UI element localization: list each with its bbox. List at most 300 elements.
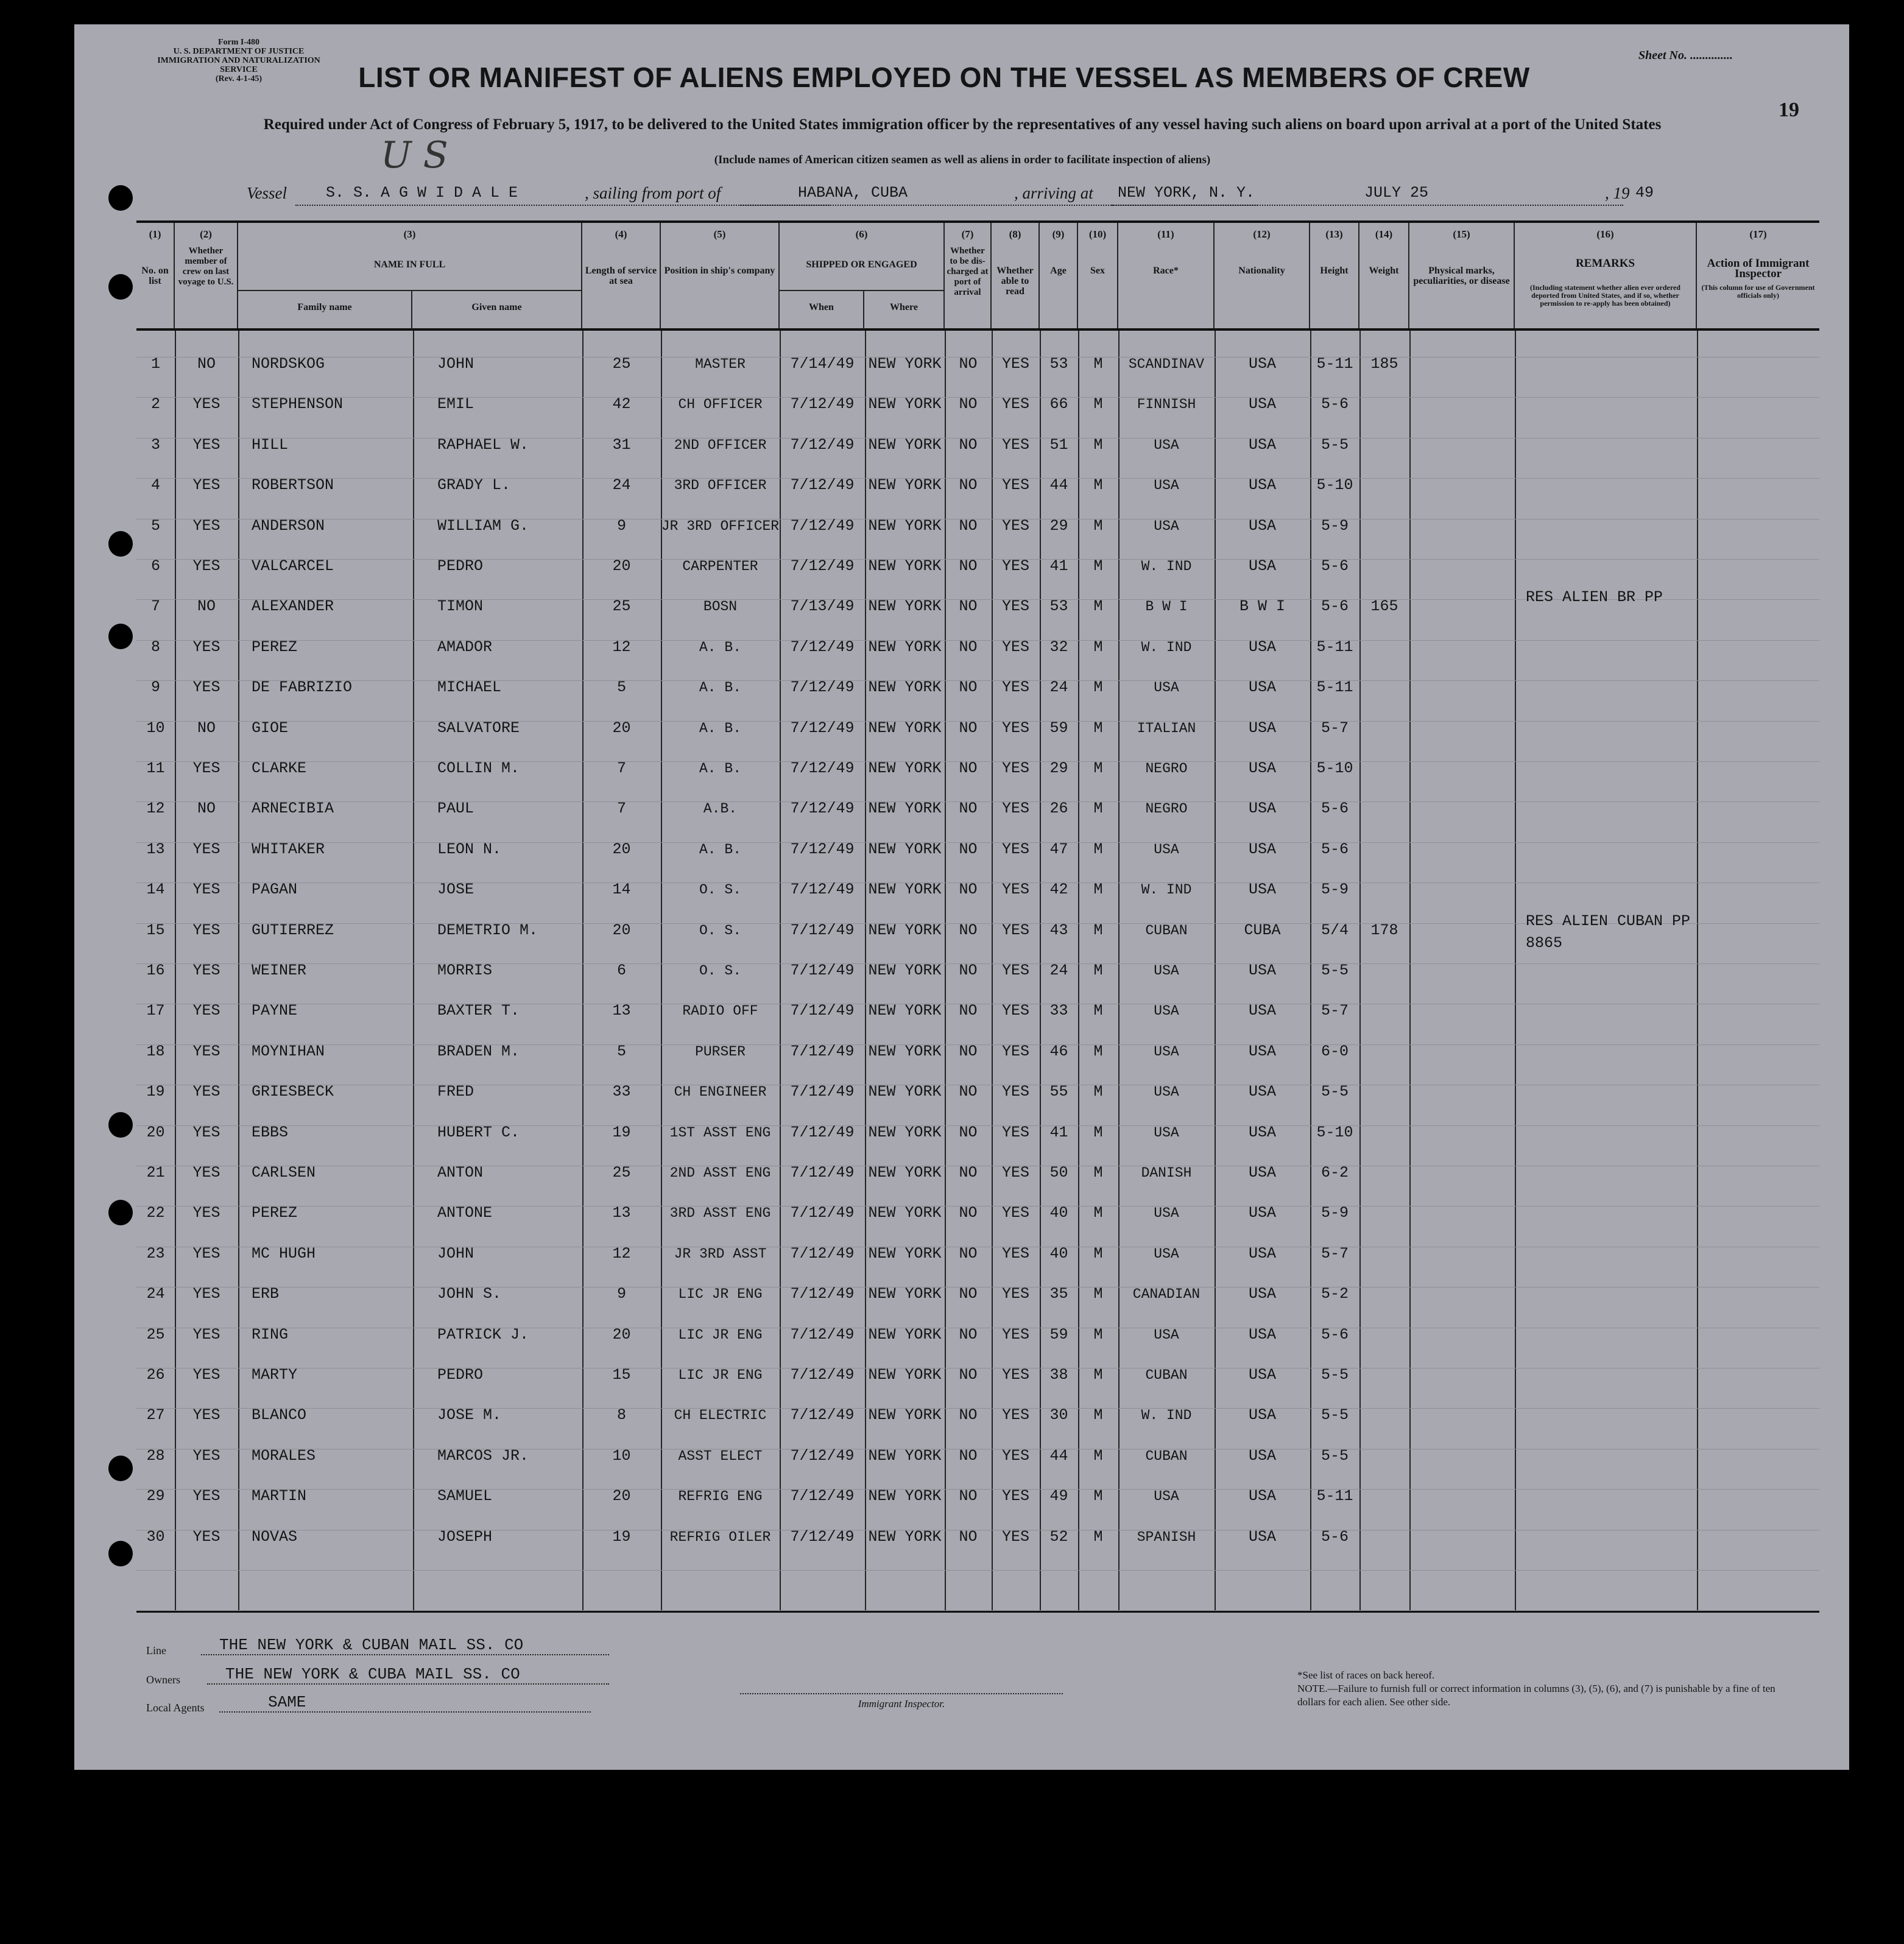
row-number: 30	[146, 1527, 165, 1546]
physical-marks	[1409, 344, 1515, 384]
shipped-where: NEW YORK	[868, 881, 942, 899]
agents-label: Local Agents	[146, 1702, 205, 1714]
form-revision: (Rev. 4-1-45)	[215, 74, 263, 83]
race: USA	[1154, 1003, 1179, 1020]
family-name: CARLSEN	[252, 1164, 316, 1182]
nationality: USA	[1248, 1285, 1276, 1303]
height: 5-6	[1320, 840, 1349, 858]
height: 5-6	[1320, 597, 1349, 616]
race: USA	[1154, 1084, 1179, 1101]
shipped-where: NEW YORK	[868, 1042, 942, 1060]
height: 5-5	[1320, 1446, 1349, 1465]
column-header-5	[661, 223, 780, 328]
nationality: USA	[1248, 435, 1276, 454]
service-length: 24	[612, 476, 631, 495]
race: FINNISH	[1137, 396, 1196, 413]
last-voyage: YES	[192, 638, 220, 656]
position: A. B.	[699, 841, 741, 858]
physical-marks	[1409, 384, 1515, 424]
family-name: STEPHENSON	[252, 395, 344, 414]
weight	[1359, 708, 1409, 748]
race: USA	[1154, 1488, 1179, 1505]
weight	[1359, 829, 1409, 870]
shipped-where: NEW YORK	[868, 719, 942, 737]
physical-marks	[1409, 789, 1515, 829]
race: W. IND	[1141, 882, 1192, 898]
nationality: USA	[1248, 962, 1276, 979]
punch-hole	[108, 1112, 133, 1138]
age: 53	[1049, 597, 1068, 616]
sex: M	[1093, 921, 1103, 939]
last-voyage: YES	[192, 1123, 220, 1141]
inspector-action	[1697, 586, 1819, 627]
shipped-when: 7/12/49	[790, 1446, 855, 1465]
discharged: NO	[959, 597, 978, 616]
family-name: ROBERTSON	[252, 476, 334, 495]
given-name: COLLIN M.	[437, 759, 520, 777]
service-length: 15	[612, 1366, 631, 1384]
sex: M	[1093, 1204, 1103, 1222]
discharged: NO	[959, 1164, 978, 1182]
column-subheaders	[780, 290, 943, 329]
column-number: (10)	[1088, 228, 1107, 240]
physical-marks	[1409, 1395, 1515, 1435]
shipped-where: NEW YORK	[868, 1285, 942, 1303]
service-length: 9	[616, 516, 626, 535]
remarks	[1515, 870, 1697, 910]
shipped-when: 7/12/49	[790, 395, 855, 414]
remarks	[1515, 546, 1697, 586]
family-name: VALCARCEL	[252, 557, 334, 575]
shipped-when: 7/12/49	[790, 881, 855, 899]
sex: M	[1093, 435, 1103, 454]
able-to-read: YES	[1001, 1487, 1029, 1506]
sex: M	[1093, 1366, 1103, 1384]
table-header	[136, 223, 1819, 331]
sex: M	[1093, 840, 1103, 858]
height: 5-5	[1320, 1366, 1349, 1384]
position: O. S.	[699, 922, 741, 939]
column-number: (5)	[713, 228, 726, 240]
shipped-when: 7/12/49	[790, 435, 855, 454]
footer-notes	[1297, 1669, 1785, 1709]
shipped-when: 7/12/49	[790, 1083, 855, 1101]
sex: M	[1093, 1042, 1103, 1060]
race: USA	[1154, 1245, 1179, 1262]
position: 1ST ASST ENG	[669, 1124, 771, 1141]
column-header-3	[238, 223, 582, 328]
remarks	[1515, 1315, 1697, 1355]
given-name: JOHN S.	[437, 1285, 502, 1303]
physical-marks	[1409, 1032, 1515, 1072]
nationality: USA	[1248, 1366, 1276, 1384]
row-number: 3	[150, 435, 160, 454]
race: USA	[1154, 963, 1179, 979]
table-row	[136, 1355, 1819, 1395]
shipped-when: 7/12/49	[790, 962, 855, 979]
arriving-label: , arriving at	[1014, 184, 1093, 202]
given-name: RAPHAEL W.	[437, 435, 529, 454]
inspector-action	[1697, 870, 1819, 910]
service-length: 7	[616, 800, 626, 818]
shipped-when: 7/12/49	[790, 719, 855, 737]
given-name: JOSEPH	[437, 1527, 493, 1546]
form-department: U. S. DEPARTMENT OF JUSTICE	[173, 47, 305, 56]
height: 5-5	[1320, 435, 1349, 454]
row-number: 12	[146, 800, 165, 818]
page-number: 19	[1779, 99, 1799, 121]
age: 41	[1049, 557, 1068, 575]
last-voyage: YES	[192, 476, 220, 495]
table-row	[136, 384, 1819, 424]
discharged: NO	[959, 435, 978, 454]
physical-marks	[1409, 1193, 1515, 1233]
column-number: (8)	[1009, 228, 1021, 240]
row-number: 24	[146, 1285, 165, 1303]
sex: M	[1093, 1244, 1103, 1263]
age: 30	[1049, 1406, 1068, 1425]
service-length: 20	[612, 1487, 631, 1506]
row-number: 9	[150, 678, 160, 697]
column-label: NAME IN FULL	[373, 259, 446, 270]
column-label: REMARKS	[1575, 257, 1635, 270]
service-length: 20	[612, 921, 631, 939]
race: ITALIAN	[1137, 720, 1196, 736]
column-subheader: Where	[890, 302, 918, 312]
table-row	[136, 1153, 1819, 1193]
age: 29	[1049, 759, 1068, 777]
inspector-action	[1697, 384, 1819, 424]
inspector-action	[1697, 1274, 1819, 1314]
vessel-line	[247, 184, 1678, 208]
given-name: MICHAEL	[437, 678, 502, 697]
last-voyage: YES	[192, 1002, 220, 1020]
race: USA	[1154, 477, 1179, 494]
inspector-action	[1697, 748, 1819, 789]
last-voyage: YES	[192, 1244, 220, 1263]
age: 47	[1049, 840, 1068, 858]
inspector-action	[1697, 1315, 1819, 1355]
able-to-read: YES	[1001, 1285, 1029, 1303]
able-to-read: YES	[1001, 1083, 1029, 1101]
position: LIC JR ENG	[678, 1367, 763, 1383]
physical-marks	[1409, 708, 1515, 748]
physical-marks	[1409, 951, 1515, 991]
row-number: 20	[146, 1123, 165, 1141]
row-number: 10	[146, 719, 165, 737]
table-row	[136, 870, 1819, 910]
row-number: 25	[146, 1325, 165, 1344]
column-label: Action of Immigrant Inspector	[1707, 257, 1810, 280]
remarks	[1515, 1032, 1697, 1072]
physical-marks	[1409, 667, 1515, 708]
inspector-action	[1697, 667, 1819, 708]
able-to-read: YES	[1001, 1244, 1029, 1263]
last-voyage: YES	[192, 759, 220, 777]
inspector-action	[1697, 1193, 1819, 1233]
column-number: (11)	[1157, 228, 1174, 240]
punch-hole	[108, 624, 133, 649]
table-row	[136, 1072, 1819, 1112]
position: CH OFFICER	[678, 396, 763, 413]
position: A. B.	[699, 761, 741, 777]
given-name: LEON N.	[437, 840, 502, 858]
family-name: PAGAN	[252, 881, 298, 899]
able-to-read: YES	[1001, 1123, 1029, 1141]
agents-field	[146, 1693, 306, 1714]
able-to-read: YES	[1001, 1002, 1029, 1020]
vessel-name: S. S. A G W I D A L E	[326, 184, 518, 202]
family-name: NOVAS	[252, 1527, 298, 1546]
column-label: Length of service at sea	[585, 266, 657, 286]
last-voyage: NO	[197, 597, 216, 616]
shipped-when: 7/12/49	[790, 1244, 855, 1263]
shipped-where: NEW YORK	[868, 678, 942, 697]
sex: M	[1093, 355, 1103, 373]
column-header-12	[1215, 223, 1310, 328]
shipped-where: NEW YORK	[868, 435, 942, 454]
owners-value: THE NEW YORK & CUBA MAIL SS. CO	[207, 1665, 609, 1685]
position: REFRIG OILER	[669, 1529, 771, 1545]
remarks	[1515, 829, 1697, 870]
service-length: 7	[616, 759, 626, 777]
table-row	[136, 789, 1819, 829]
weight	[1359, 1153, 1409, 1193]
race: NEGRO	[1145, 801, 1188, 817]
last-voyage: YES	[192, 1083, 220, 1101]
able-to-read: YES	[1001, 435, 1029, 454]
service-length: 33	[612, 1083, 631, 1101]
column-number: (7)	[961, 228, 974, 240]
remarks	[1515, 1517, 1697, 1557]
column-subheaders	[238, 290, 581, 329]
family-name: ALEXANDER	[252, 597, 334, 616]
shipped-where: NEW YORK	[868, 1487, 942, 1506]
family-name: RING	[252, 1325, 289, 1344]
column-header-8	[992, 223, 1040, 328]
physical-marks	[1409, 506, 1515, 546]
remarks	[1515, 1234, 1697, 1274]
column-label: Position in ship's company	[664, 266, 775, 276]
column-number: (13)	[1325, 228, 1343, 240]
crew-table	[136, 220, 1819, 1613]
line-field	[146, 1636, 524, 1657]
remarks	[1515, 425, 1697, 465]
column-header-6	[780, 223, 945, 328]
shipped-when: 7/12/49	[790, 759, 855, 777]
column-header-4	[582, 223, 661, 328]
weight	[1359, 1395, 1409, 1435]
nationality: USA	[1248, 678, 1276, 697]
race: W. IND	[1141, 1407, 1192, 1424]
nationality: USA	[1248, 1164, 1276, 1182]
shipped-where: NEW YORK	[868, 1002, 942, 1020]
position: A. B.	[699, 720, 741, 736]
sex: M	[1093, 1487, 1103, 1506]
remarks	[1515, 951, 1697, 991]
family-name: ANDERSON	[252, 516, 325, 535]
race: USA	[1154, 1205, 1179, 1222]
weight	[1359, 1476, 1409, 1516]
column-header-11	[1118, 223, 1215, 328]
nationality: USA	[1248, 800, 1276, 818]
physical-marks	[1409, 1234, 1515, 1274]
nationality: USA	[1248, 516, 1276, 535]
service-length: 20	[612, 1325, 631, 1344]
position: MASTER	[695, 356, 746, 372]
table-row	[136, 708, 1819, 748]
inspector-action	[1697, 1436, 1819, 1476]
family-name: ERB	[252, 1285, 280, 1303]
remarks	[1515, 465, 1697, 505]
given-name: JOSE	[437, 881, 474, 899]
shipped-where: NEW YORK	[868, 1406, 942, 1425]
race: B W I	[1145, 599, 1188, 615]
family-name: GRIESBECK	[252, 1083, 334, 1101]
able-to-read: YES	[1001, 1406, 1029, 1425]
physical-marks	[1409, 1113, 1515, 1153]
position: A. B.	[699, 680, 741, 696]
inspector-action	[1697, 789, 1819, 829]
able-to-read: YES	[1001, 638, 1029, 656]
year: 49	[1635, 184, 1654, 202]
discharged: NO	[959, 476, 978, 495]
punch-hole	[108, 1456, 133, 1481]
remarks	[1515, 1395, 1697, 1435]
given-name: TIMON	[437, 597, 484, 616]
punch-hole	[108, 274, 133, 300]
discharged: NO	[959, 1527, 978, 1546]
physical-marks	[1409, 1355, 1515, 1395]
nationality: USA	[1248, 557, 1276, 575]
physical-marks	[1409, 748, 1515, 789]
shipped-when: 7/12/49	[790, 638, 855, 656]
sex: M	[1093, 1527, 1103, 1546]
weight	[1359, 1113, 1409, 1153]
shipped-where: NEW YORK	[868, 1446, 942, 1465]
column-number: (1)	[149, 228, 161, 240]
line-label: Line	[146, 1644, 166, 1657]
physical-marks	[1409, 1153, 1515, 1193]
given-name: MARCOS JR.	[437, 1446, 529, 1465]
age: 35	[1049, 1285, 1068, 1303]
service-length: 8	[616, 1406, 626, 1425]
last-voyage: NO	[197, 719, 216, 737]
discharged: NO	[959, 1244, 978, 1263]
shipped-when: 7/12/49	[790, 800, 855, 818]
shipped-where: NEW YORK	[868, 1204, 942, 1222]
family-name: EBBS	[252, 1123, 289, 1141]
weight	[1359, 789, 1409, 829]
shipped-when: 7/12/49	[790, 1366, 855, 1384]
arrival-date: JULY 25	[1364, 184, 1429, 202]
age: 50	[1049, 1164, 1068, 1182]
row-number: 5	[150, 516, 160, 535]
service-length: 20	[612, 557, 631, 575]
height: 5-6	[1320, 395, 1349, 414]
position: LIC JR ENG	[678, 1326, 763, 1343]
service-length: 42	[612, 395, 631, 414]
age: 59	[1049, 719, 1068, 737]
port-from: HABANA, CUBA	[798, 184, 908, 202]
height: 5-10	[1316, 476, 1353, 495]
remarks	[1515, 1193, 1697, 1233]
table-row	[136, 1193, 1819, 1233]
table-row	[136, 667, 1819, 708]
family-name: MC HUGH	[252, 1244, 316, 1263]
table-row	[136, 465, 1819, 505]
service-length: 25	[612, 597, 631, 616]
physical-marks	[1409, 991, 1515, 1031]
form-service: IMMIGRATION AND NATURALIZATION SERVICE	[157, 56, 320, 74]
height: 6-0	[1320, 1042, 1349, 1060]
row-number: 11	[146, 759, 165, 777]
able-to-read: YES	[1001, 1527, 1029, 1546]
position: 3RD ASST ENG	[669, 1205, 771, 1222]
given-name: PEDRO	[437, 1366, 484, 1384]
height: 5/4	[1320, 921, 1349, 939]
inspector-action	[1697, 425, 1819, 465]
height: 5-7	[1320, 1002, 1349, 1020]
sex: M	[1093, 1123, 1103, 1141]
age: 43	[1049, 921, 1068, 939]
nationality: USA	[1248, 1204, 1276, 1222]
physical-marks	[1409, 627, 1515, 667]
physical-marks	[1409, 1315, 1515, 1355]
weight	[1359, 546, 1409, 586]
shipped-when: 7/12/49	[790, 476, 855, 495]
race: USA	[1154, 680, 1179, 696]
last-voyage: YES	[192, 395, 220, 414]
given-name: EMIL	[437, 395, 474, 414]
shipped-when: 7/12/49	[790, 1123, 855, 1141]
column-subheader: Family name	[238, 291, 412, 329]
last-voyage: YES	[192, 1204, 220, 1222]
service-length: 13	[612, 1204, 631, 1222]
last-voyage: YES	[192, 840, 220, 858]
immigrant-inspector-signature: Immigrant Inspector.	[740, 1693, 1063, 1710]
page-title: LIST OR MANIFEST OF ALIENS EMPLOYED ON THE VESSEL AS MEMBERS OF CREW	[358, 62, 1530, 93]
weight	[1359, 1072, 1409, 1112]
sex: M	[1093, 476, 1103, 495]
remarks	[1515, 384, 1697, 424]
able-to-read: YES	[1001, 516, 1029, 535]
race: NEGRO	[1145, 761, 1188, 777]
weight	[1359, 870, 1409, 910]
inspector-action	[1697, 344, 1819, 384]
last-voyage: YES	[192, 516, 220, 535]
sex: M	[1093, 1164, 1103, 1182]
given-name: JOSE M.	[437, 1406, 502, 1425]
nationality: USA	[1248, 1325, 1276, 1344]
shipped-where: NEW YORK	[868, 800, 942, 818]
discharged: NO	[959, 1123, 978, 1141]
subtitle-note: (Include names of American citizen seamen as well as aliens in order to facilitate inspection of aliens)	[714, 153, 1211, 166]
table-row	[136, 1113, 1819, 1153]
position: CH ELECTRIC	[674, 1407, 767, 1424]
given-name: HUBERT C.	[437, 1123, 520, 1141]
height: 5-5	[1320, 1083, 1349, 1101]
able-to-read: YES	[1001, 597, 1029, 616]
sex: M	[1093, 962, 1103, 979]
age: 33	[1049, 1002, 1068, 1020]
race: USA	[1154, 1326, 1179, 1343]
row-number: 22	[146, 1204, 165, 1222]
discharged: NO	[959, 1487, 978, 1506]
given-name: FRED	[437, 1083, 474, 1101]
weight: 185	[1370, 355, 1398, 373]
height: 5-5	[1320, 1406, 1349, 1425]
